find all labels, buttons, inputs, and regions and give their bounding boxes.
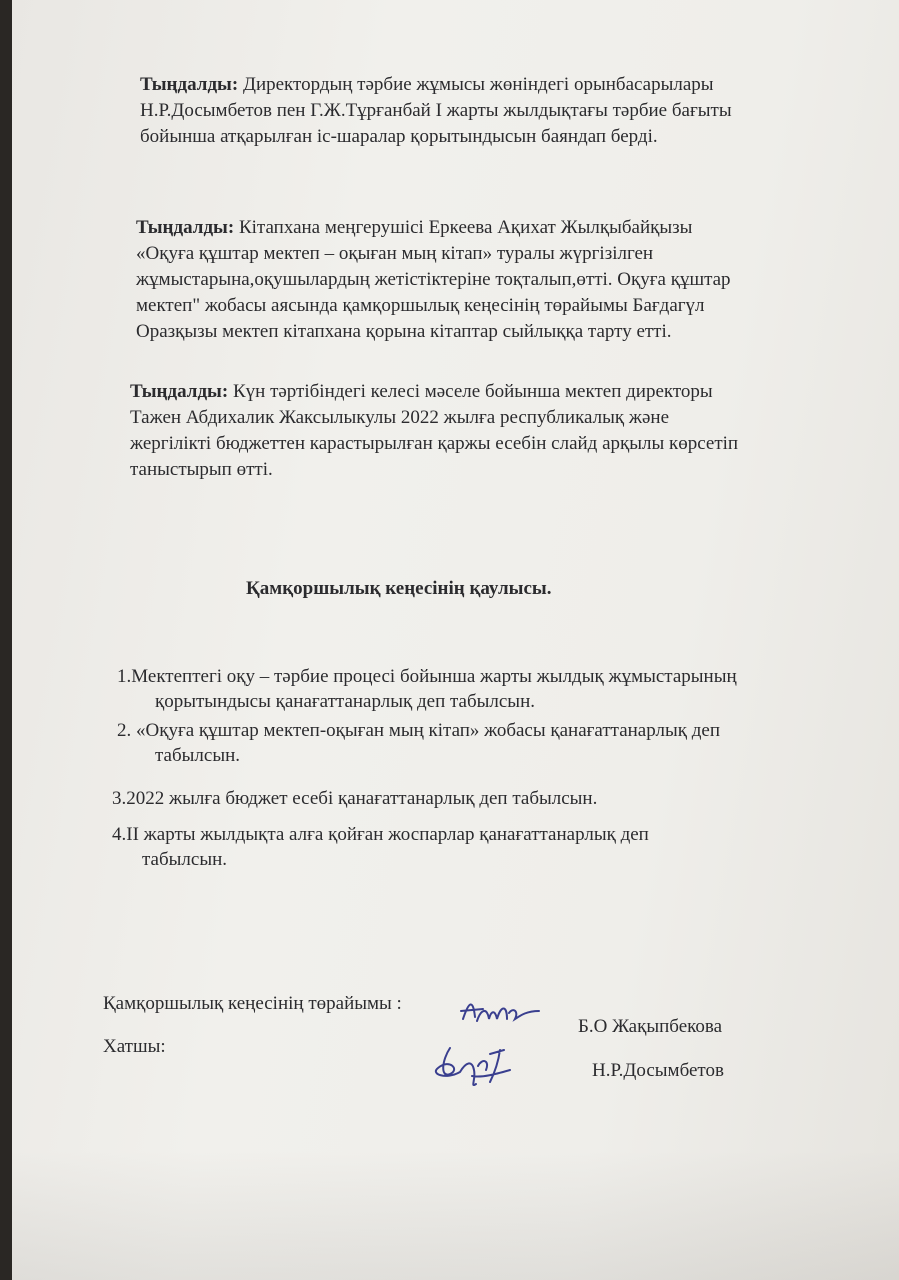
paragraph-first-line (130, 379, 738, 405)
paragraph-first-line (136, 215, 731, 241)
paragraph-line: жұмыстарына,оқушылардың жетістіктеріне тоқталып,өтті. Оқуға құштар (136, 269, 731, 290)
paragraph-text: Күн тәртібіндегі келесі мәселе бойынша мектеп директоры (232, 381, 713, 402)
paragraph-line: таныстырып өтті. (130, 459, 273, 480)
secretary-label: Хатшы: (103, 1036, 166, 1057)
paragraph-line: бойынша атқарылған іс-шаралар қорытындысын баяндап берді. (140, 126, 658, 147)
heard-paragraph-2 (136, 215, 731, 345)
resolution-item-line: табылсын. (142, 849, 227, 870)
paragraph-line: Тажен Абдихалик Жаксылыкулы 2022 жылға республикалық және (130, 407, 670, 428)
paragraph-line: Оразқызы мектеп кітапхана қорына кітаптар сыйлыққа тарту етті. (136, 321, 672, 342)
resolution-item-line: 2. «Оқуға құштар мектеп-оқыған мың кітап» жобасы қанағаттанарлық деп (117, 720, 720, 741)
resolution-item-line: 3.2022 жылға бюджет есебі қанағаттанарлық деп табылсын. (112, 788, 598, 809)
paragraph-line: жергілікті бюджеттен карастырылған қаржы есебін слайд арқылы көрсетіп (130, 433, 739, 454)
paragraph-first-line (140, 72, 732, 98)
resolution-item-line: қорытындысы қанағаттанарлық деп табылсын. (155, 691, 535, 712)
heard-label: Тыңдалды: (136, 217, 235, 238)
paragraph-text: Кітапхана меңгерушісі Еркеева Ақихат Жылқыбайқызы (238, 217, 693, 238)
paragraph-text: Директордың тәрбие жұмысы жөніндегі орынбасарылары (242, 74, 714, 95)
resolution-item-line: 4.II жарты жылдықта алға қойған жоспарлар қанағаттанарлық деп (112, 824, 649, 845)
paragraph-line: мектеп" жобасы аясында қамқоршылық кеңесінің төрайымы Бағдагүл (136, 295, 705, 316)
secretary-signature (420, 1040, 520, 1096)
chair-label: Қамқоршылық кеңесінің төрайымы : (103, 993, 402, 1014)
heard-paragraph-3 (130, 379, 738, 483)
resolution-item-1 (117, 664, 737, 714)
paragraph-line: «Оқуға құштар мектеп – оқыған мың кітап» туралы жүргізілген (136, 243, 654, 264)
heard-label: Тыңдалды: (140, 74, 239, 95)
paragraph-line: Н.Р.Досымбетов пен Г.Ж.Тұрғанбай I жарты жылдықтағы тәрбие бағыты (140, 100, 732, 121)
chair-name: Б.О Жақыпбекова (578, 1016, 723, 1037)
resolution-item-line: 1.Мектептегі оқу – тәрбие процесі бойынша жарты жылдық жұмыстарының (117, 666, 737, 687)
resolution-item-2 (117, 718, 720, 768)
heard-paragraph-1 (140, 72, 732, 150)
resolution-item-4 (112, 822, 649, 872)
resolution-item-3 (112, 786, 597, 811)
heard-label: Тыңдалды: (130, 381, 229, 402)
resolution-item-line: табылсын. (155, 745, 240, 766)
secretary-name: Н.Р.Досымбетов (592, 1060, 724, 1081)
chair-signature (455, 995, 545, 1031)
resolution-title: Қамқоршылық кеңесінің қаулысы. (246, 578, 552, 599)
